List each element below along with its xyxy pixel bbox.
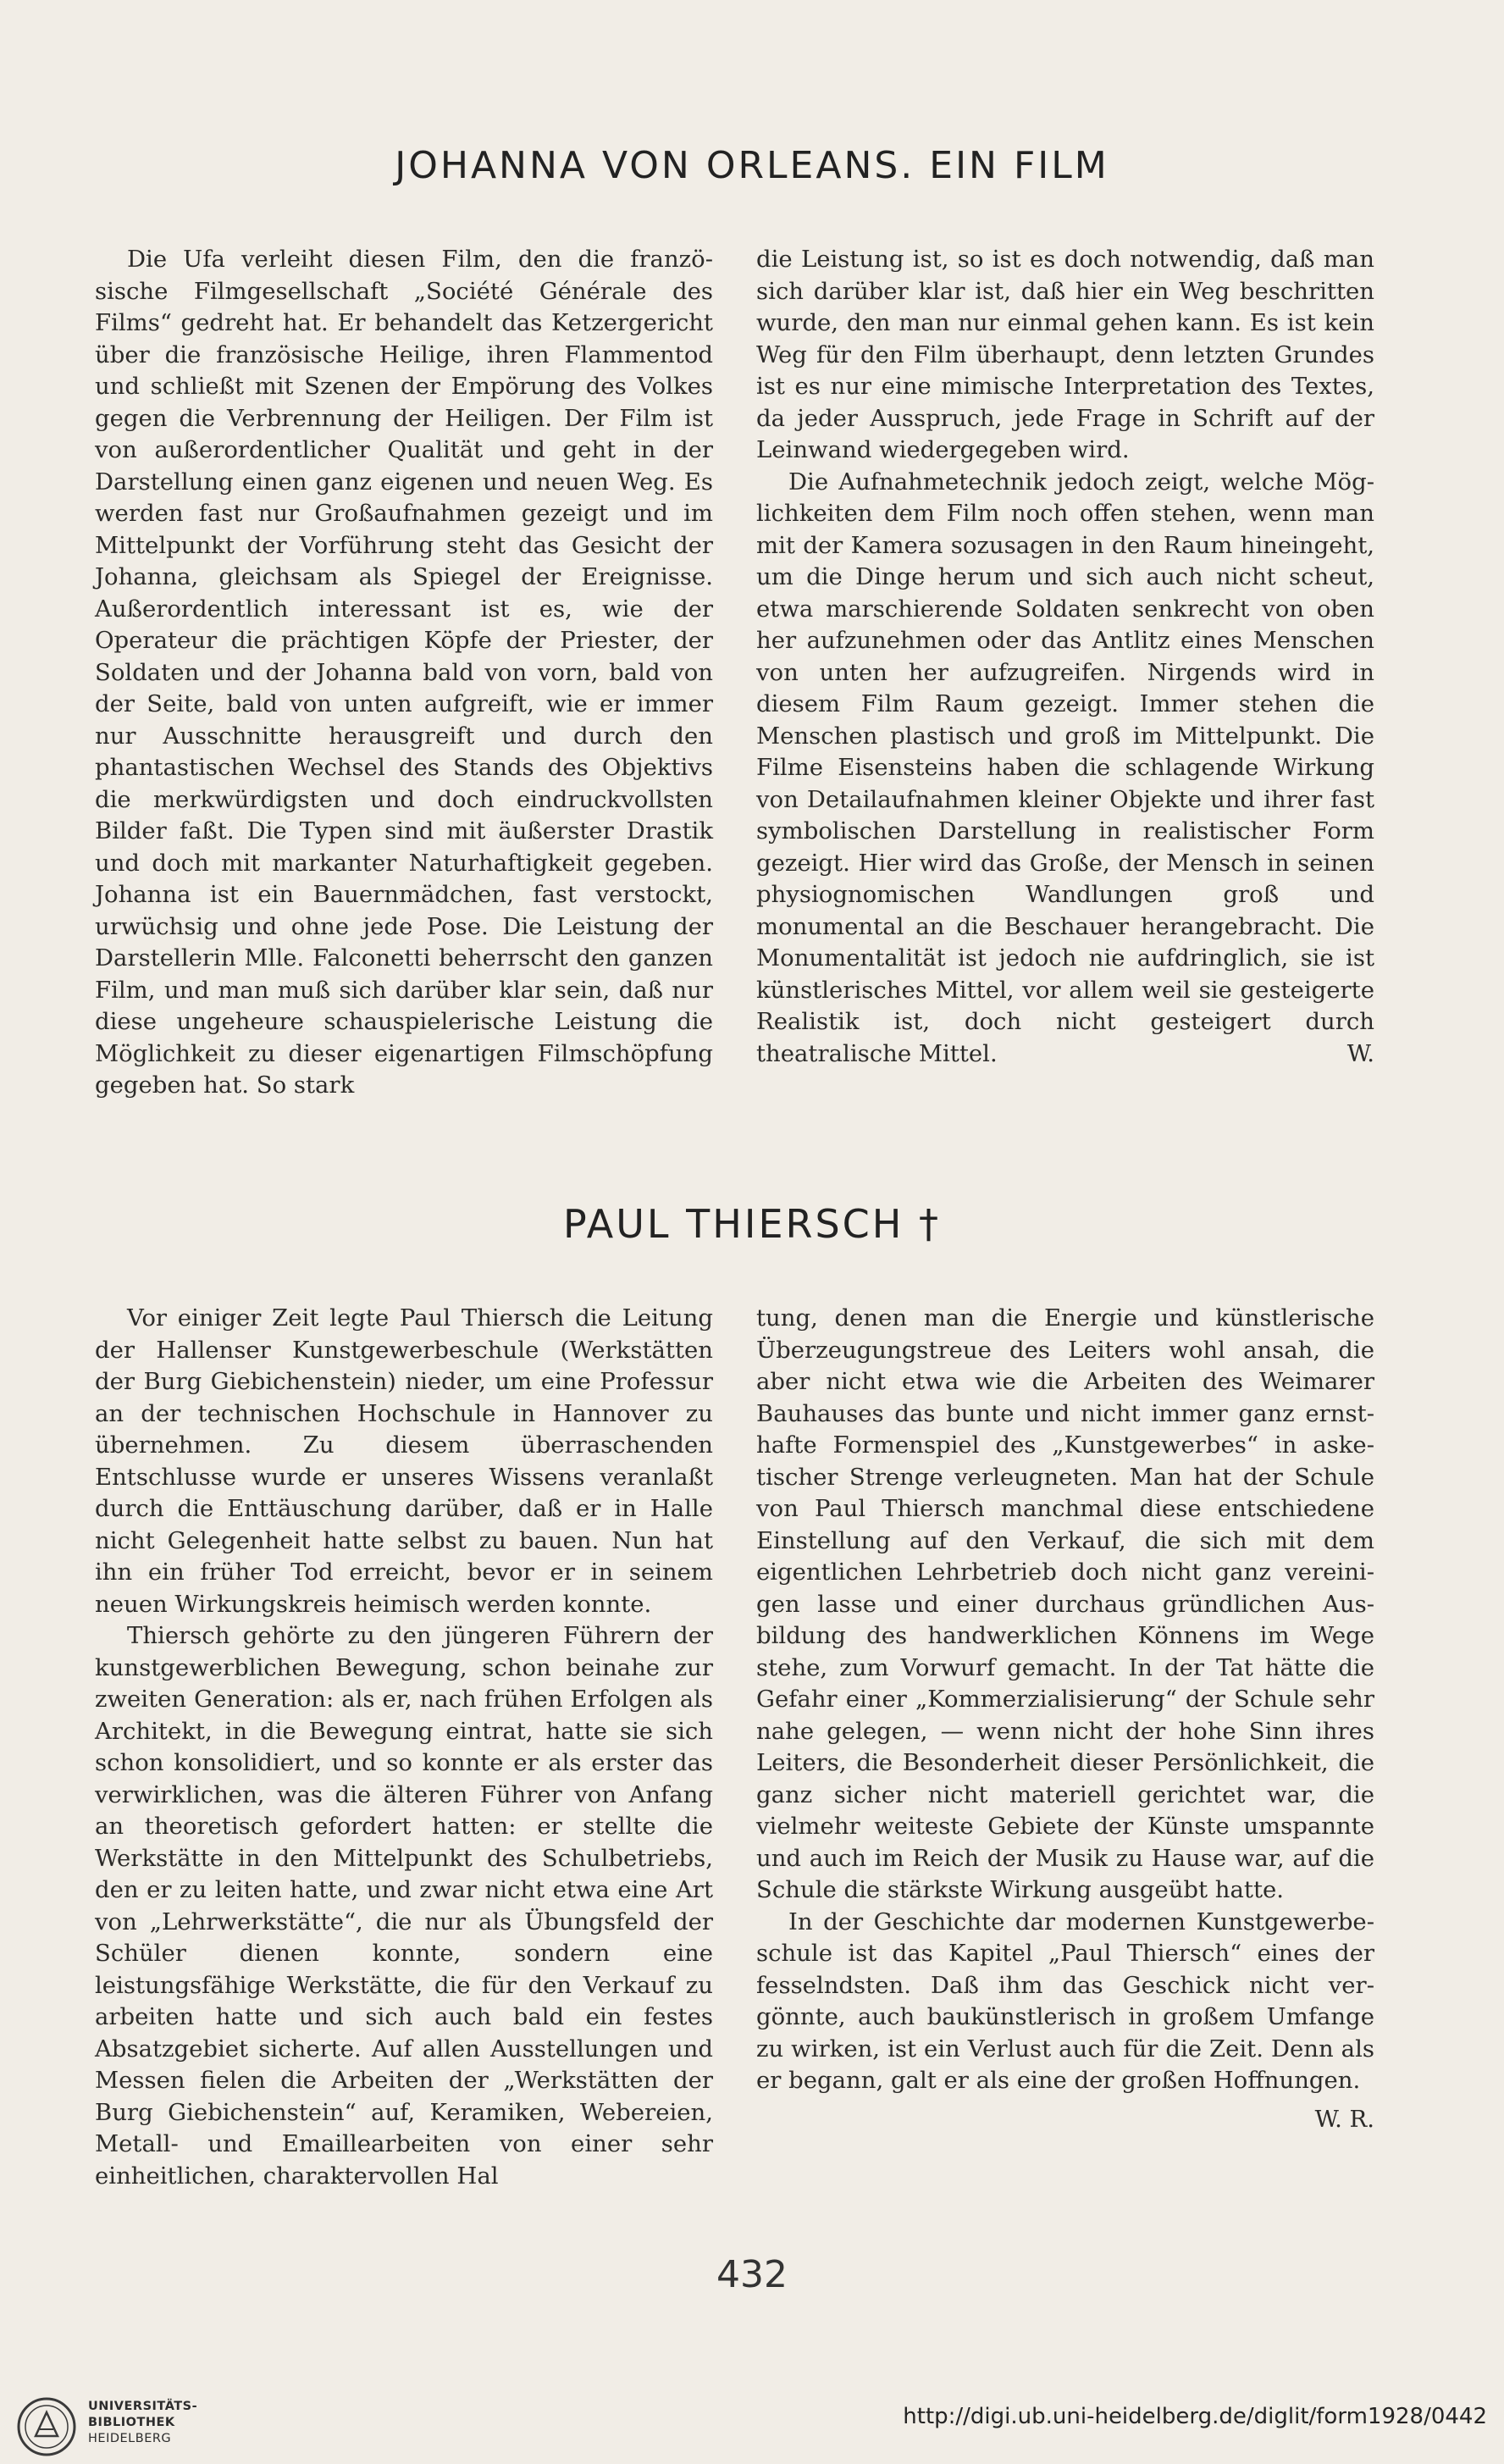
article1-left-column [95, 244, 713, 1102]
seal-icon [17, 2397, 76, 2456]
source-url-link[interactable]: http://digi.ub.uni-heidelberg.de/diglit/form1928/0442 [903, 2404, 1487, 2429]
library-line-3: HEIDELBERG [88, 2432, 172, 2445]
paragraph: Thiersch gehörte zu den jüngeren Führern der kunstgewerblichen Bewegung, schon beinahe zur zweiten Generation: als er, nach frühen Erfolgen als Architekt, in die Bewegung eintrat, hatte sie sich schon konsolidiert, und so konnte er als erster das verwirklichen, was die älteren Führer von Anfang an theoretisch gefordert hatten: er stellte die Werkstätte in den Mittelpunkt des Schulbetriebs, den er zu leiten hatte, und zwar nicht etwa eine Art von „Lehrwerkstätte“, die nur als Übungsfeld der Schüler dienen konnte, sondern eine leistungsfähige Werkstätte, die für den Verkauf zu arbeiten hatte und sich auch bald ein festes Absatzgebiet sicherte. Auf allen Ausstellungen und Messen fielen die Arbeiten der „Werkstätten der Burg Giebichenstein“ auf, Keramiken, Webereien, Metall- und Emaillearbeiten von einer sehr einheitlichen, charaktervollen Hal [95, 1622, 713, 2190]
signature: W. R. [1314, 2105, 1374, 2133]
article2-left-column [95, 1303, 713, 2192]
paragraph-text: Die Aufnahmetechnik jedoch zeigt, welche Möglichkeiten dem Film noch offen stehen, wenn man mit der Kamera sozusagen in den Raum hineingeht, um die Dinge herum und sich auch nicht scheut, etwa marschierende Soldaten senkrecht von oben her aufzunehmen oder das Antlitz eines Menschen von unten her aufzugreifen. Nirgends wird in diesem Film Raum gezeigt. Immer stehen die Menschen plastisch und groß im Mittelpunkt. Die Filme Eisensteins haben die schlagende Wirkung von Detailaufnahmen kleiner Objekte und ihrer fast symbolischen Darstellung in realistischer Form gezeigt. Hier wird das Große, der Mensch in seinen physiognomischen Wandlungen groß und monumental an die Beschauer herangebracht. Die Monumentalität ist jedoch nie aufdringlich, sie ist künstlerisches Mittel, vor allem weil sie gesteigerte Realistik ist, doch nicht gesteigert durch theatralische Mittel. [756, 468, 1374, 1067]
paragraph: Vor einiger Zeit legte Paul Thiersch die Leitung der Hallenser Kunstgewerbeschule (Werkstätten der Burg Giebichenstein) nieder, um eine Professur an der technischen Hochschule in Hannover zu übernehmen. Zu diesem überraschenden Entschlusse wurde er unseres Wissens veranlaßt durch die Enttäuschung darüber, daß er in Halle nicht Gelegenheit hatte selbst zu bauen. Nun hat ihn ein früher Tod erreicht, bevor er in seinem neuen Wirkungskreis heimisch werden konnte. [95, 1304, 713, 1618]
library-line-2: BIBLIOTHEK [88, 2416, 175, 2429]
article1-title: JOHANNA VON ORLEANS. EIN FILM [395, 144, 1109, 187]
paragraph [756, 467, 1374, 1071]
paragraph: In der Geschichte dar modernen Kunstgewerbeschule ist das Kapitel „Paul Thiersch“ eines der fesselndsten. Daß ihm das Geschick nicht vergönnte, auch baukünstlerisch in großem Umfange zu wirken, ist ein Verlust auch für die Zeit. Denn als er begann, galt er als eine der großen Hoffnungen. [756, 1908, 1374, 2094]
library-logo[interactable] [17, 2390, 220, 2458]
paragraph: tung, denen man die Energie und künstlerische Überzeugungstreue des Leiters wohl ansah, die aber nicht etwa wie die Arbeiten des Weimarer Bauhauses das bunte und nicht immer ganz ernsthafte Formenspiel des „Kunstgewerbes“ in asketischer Strenge verleugneten. Man hat der Schule von Paul Thiersch manchmal diese entschiedene Einstellung auf den Verkauf, die sich mit dem eigentlichen Lehrbetrieb doch nicht ganz vereinigen lasse und einer durchaus gründlichen Ausbildung des handwerklichen Könnens im Wege stehe, zum Vorwurf gemacht. In der Tat hätte die Gefahr einer „Kommerzialisierung“ der Schule sehr nahe gelegen, — wenn nicht der hohe Sinn ihres Leiters, die Besonderheit dieser Persönlichkeit, die ganz sicher nicht materiell gerichtet war, die vielmehr weiteste Gebiete der Künste umspannte und auch im Reich der Musik zu Hause war, auf die Schule die stärkste Wirkung ausgeübt hatte. [756, 1304, 1374, 1903]
article1-right-column [756, 244, 1374, 1070]
signature: W. [1346, 1039, 1374, 1067]
article2-title: PAUL THIERSCH † [563, 1201, 941, 1247]
paragraph: Die Ufa verleiht diesen Film, den die französische Filmgesellschaft „Société Générale des Films“ gedreht hat. Er behandelt das Ketzergericht über die französische Heilige, ihren Flammentod und schließt mit Szenen der Empörung des Volkes gegen die Verbrennung der Heiligen. Der Film ist von außerordentlicher Qualität und geht in der Darstellung einen ganz eigenen und neuen Weg. Es werden fast nur Großaufnahmen gezeigt und im Mittelpunkt der Vorführung steht das Gesicht der Johanna, gleichsam als Spiegel der Ereignisse. Außerordentlich interessant ist es, wie der Operateur die prächtigen Köpfe der Priester, der Soldaten und der Johanna bald von vorn, bald von der Seite, bald von unten aufgreift, wie er immer nur Ausschnitte herausgreift und durch den phantastischen Wechsel des Stands des Objektivs die merkwürdigsten und doch eindruckvollsten Bilder faßt. Die Typen sind mit äußerster Drastik und doch mit markanter Naturhaftigkeit gegeben. Johanna ist ein Bauernmädchen, fast verstockt, urwüchsig und ohne jede Pose. Die Leistung der Darstellerin Mlle. Falconetti beherrscht den ganzen Film, und man muß sich darüber klar sein, daß nur diese ungeheure schauspielerische Leistung die Möglichkeit zu dieser eigenartigen Filmschöpfung gegeben hat. So stark [95, 246, 713, 1099]
library-line-1: UNIVERSITÄTS- [88, 2400, 198, 2413]
paragraph: die Leistung ist, so ist es doch notwendig, daß man sich darüber klar ist, daß hier ein Weg beschritten wurde, den man nur einmal gehen kann. Es ist kein Weg für den Film überhaupt, denn letzten Grundes ist es nur eine mimische Interpretation des Textes, da jeder Ausspruch, jede Frage in Schrift auf der Leinwand wiedergegeben wird. [756, 246, 1374, 463]
library-name [88, 2399, 197, 2447]
page-number: 432 [716, 2253, 788, 2296]
article2-right-column [756, 1303, 1374, 2135]
